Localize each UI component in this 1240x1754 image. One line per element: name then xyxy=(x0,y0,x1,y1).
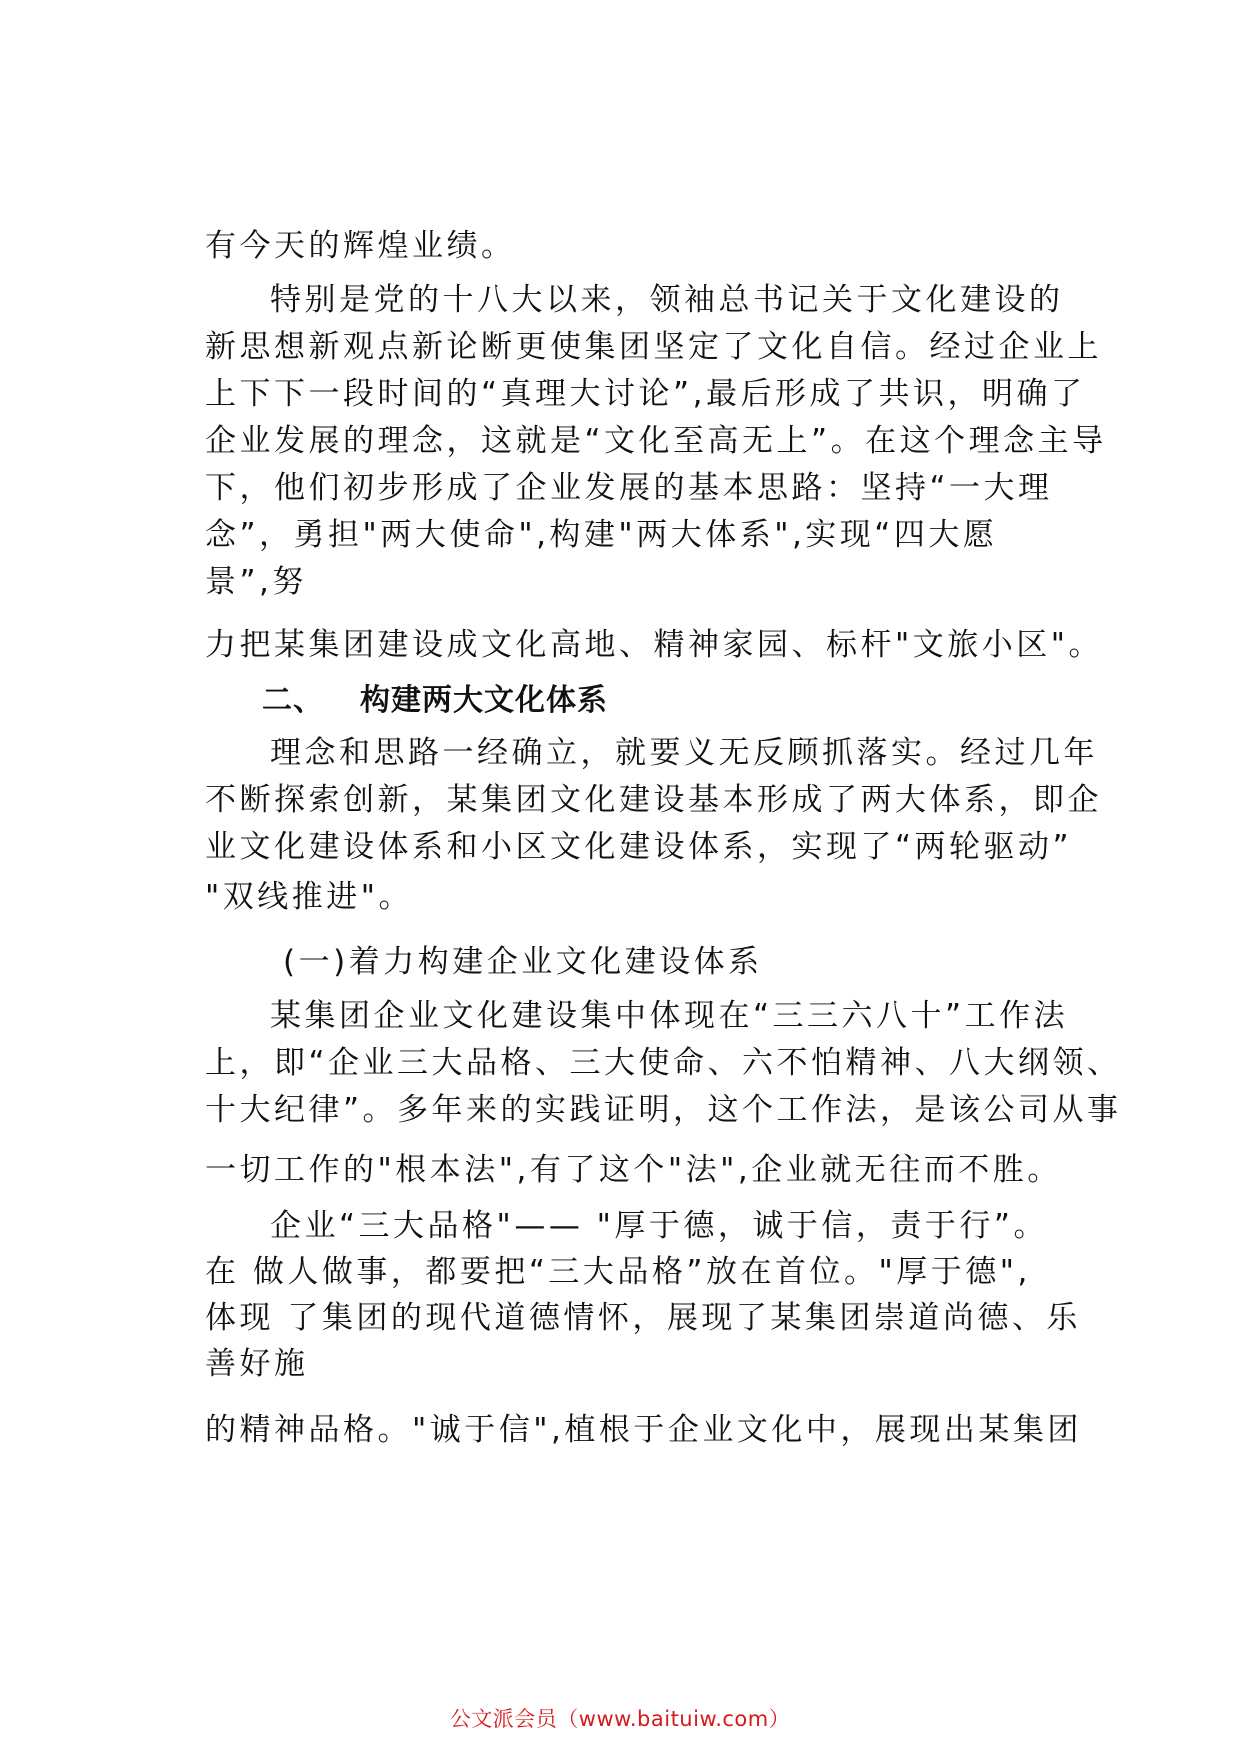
body-text-line: 新思想新观点新论断更使集团坚定了文化自信。经过企业上 xyxy=(205,329,1102,365)
body-text-line: 下，他们初步形成了企业发展的基本思路：坚持“一大理 xyxy=(205,470,1053,506)
body-text-line: 善好施 xyxy=(205,1346,309,1382)
body-text-line: 体现 了集团的现代道德情怀，展现了某集团崇道尚德、乐 xyxy=(205,1300,1081,1336)
subsection-heading: (一)着力构建企业文化建设体系 xyxy=(283,944,763,980)
section-number: 二、 xyxy=(262,683,324,718)
body-text-line: 特别是党的十八大以来，领袖总书记关于文化建设的 xyxy=(270,282,1064,318)
body-text-line: 业文化建设体系和小区文化建设体系，实现了“两轮驱动” xyxy=(205,829,1073,865)
body-text-line: 十大纪律”。多年来的实践证明，这个工作法，是该公司从事 xyxy=(205,1092,1122,1128)
body-text-line: 的精神品格。"诚于信",植根于企业文化中，展现出某集团 xyxy=(205,1412,1082,1448)
footer-watermark: 公文派会员（www.baituiw.com） xyxy=(449,1707,791,1731)
body-text-line: 在 做人做事，都要把“三大品格”放在首位。"厚于德", xyxy=(205,1254,1031,1290)
body-text-line: 不断探索创新，某集团文化建设基本形成了两大体系，即企 xyxy=(205,782,1102,818)
body-text-line: 企业发展的理念，这就是“文化至高无上”。在这个理念主导 xyxy=(205,423,1107,459)
body-text-line: 一切工作的"根本法",有了这个"法",企业就无往而不胜。 xyxy=(205,1152,1062,1188)
body-text-line: 上，即“企业三大品格、三大使命、六不怕精神、八大纲领、 xyxy=(205,1045,1122,1081)
body-text-line: 力把某集团建设成文化高地、精神家园、标杆"文旅小区"。 xyxy=(205,627,1104,663)
section-title: 构建两大文化体系 xyxy=(360,683,608,718)
body-text-line: 某集团企业文化建设集中体现在“三三六八十”工作法 xyxy=(270,998,1069,1034)
body-text-line: 景”,努 xyxy=(205,564,307,600)
body-text-line: 理念和思路一经确立，就要义无反顾抓落实。经过几年 xyxy=(270,735,1098,771)
body-text-line: 企业“三大品格"—— "厚于德，诚于信，责于行”。 xyxy=(270,1208,1048,1244)
body-text-line: "双线推进"。 xyxy=(205,879,414,915)
section-heading xyxy=(262,681,608,721)
body-text-line: 念”，勇担"两大使命",构建"两大体系",实现“四大愿 xyxy=(205,517,998,553)
body-text-line: 有今天的辉煌业绩。 xyxy=(205,228,516,264)
body-text-line: 上下下一段时间的“真理大讨论”,最后形成了共识，明确了 xyxy=(205,376,1086,412)
